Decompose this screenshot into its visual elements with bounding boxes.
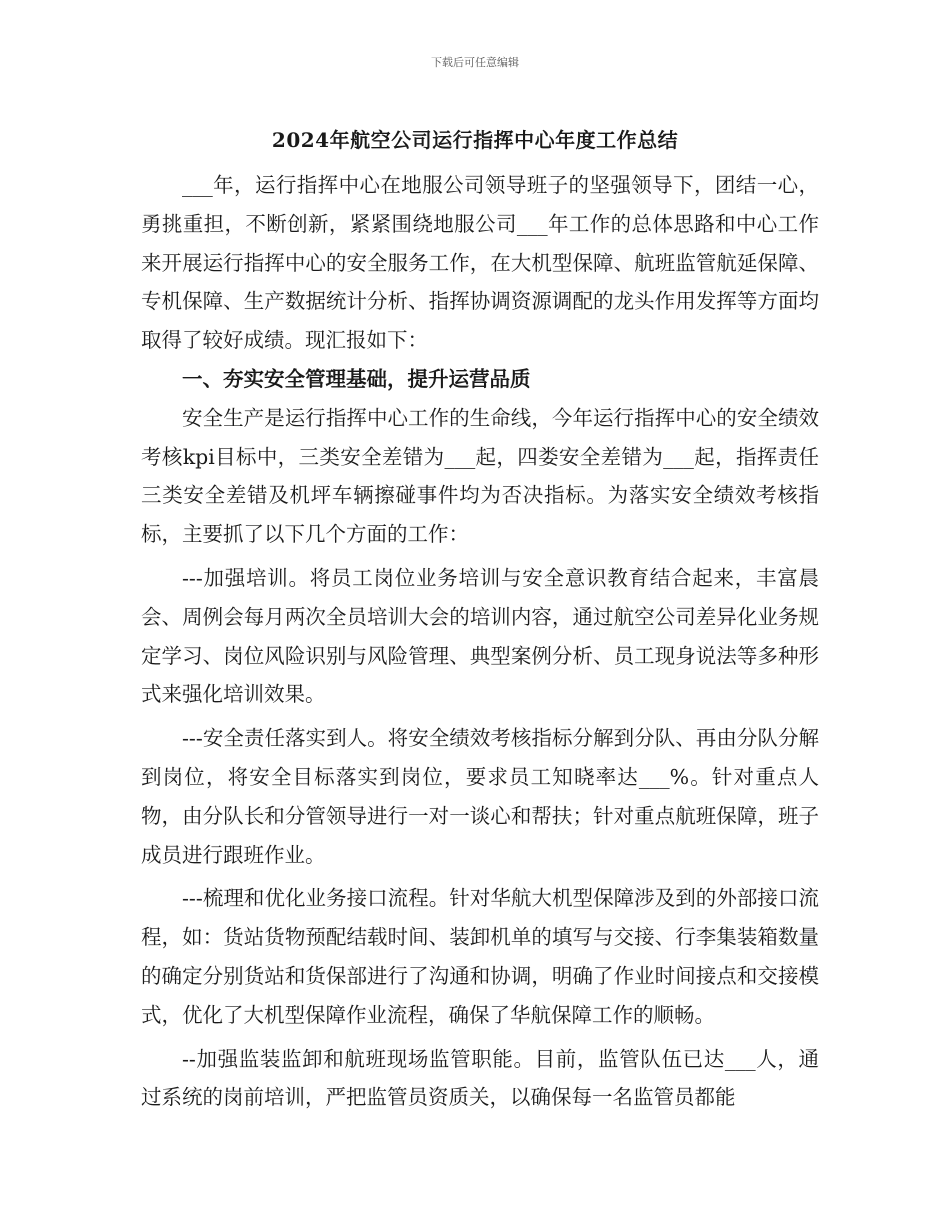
body-paragraph: ---安全责任落实到人。将安全绩效考核指标分解到分队、再由分队分解到岗位，将安全目标落实到岗位，要求员工知晓率达___%。针对重点人物，由分队长和分管领导进行一对一谈心和帮扶；针对重点航班保障，班子成员进行跟班作业。 bbox=[141, 726, 819, 867]
body-paragraph: 安全生产是运行指挥中心工作的生命线，今年运行指挥中心的安全绩效考核kpi目标中，三类安全差错为___起，四娄安全差错为___起，指挥责任三类安全差错及机坪车辆擦碰事件均为否决指标。为落实安全绩效考核指标，主要抓了以下几个方面的工作： bbox=[141, 405, 819, 547]
body-paragraph: --加强监装监卸和航班现场监管职能。目前，监管队伍已达___人，通过系统的岗前培训，严把监管员资质关，以确保每一名监管员都能 bbox=[141, 1046, 819, 1110]
header-note: 下载后可任意编辑 bbox=[431, 56, 519, 69]
section-heading: 一、夯实安全管理基础，提升运营品质 bbox=[182, 366, 531, 391]
document-title: 2024年航空公司运行指挥中心年度工作总结 bbox=[271, 128, 679, 152]
document-body bbox=[141, 166, 819, 1117]
intro-paragraph: ___年，运行指挥中心在地服公司领导班子的坚强领导下，团结一心，勇挑重担，不断创新，紧紧围绕地服公司___年工作的总体思路和中心工作来开展运行指挥中心的安全服务工作，在大机型保障、航班监管航延保障、专机保障、生产数据统计分析、指挥协调资源调配的龙头作用发挥等方面均取得了较好成绩。现汇报如下： bbox=[141, 173, 819, 353]
body-paragraph: ---加强培训。将员工岗位业务培训与安全意识教育结合起来，丰富晨会、周例会每月两次全员培训大会的培训内容，通过航空公司差异化业务规定学习、岗位风险识别与风险管理、典型案例分析、员工现身说法等多种形式来强化培训效果。 bbox=[141, 565, 819, 707]
body-paragraph: ---梳理和优化业务接口流程。针对华航大机型保障涉及到的外部接口流程，如：货站货物预配结载时间、装卸机单的填写与交接、行李集装箱数量的确定分别货站和货保部进行了沟通和协调，明确了作业时间接点和交接模式，优化了大机型保障作业流程，确保了华航保障工作的顺畅。 bbox=[141, 886, 819, 1027]
